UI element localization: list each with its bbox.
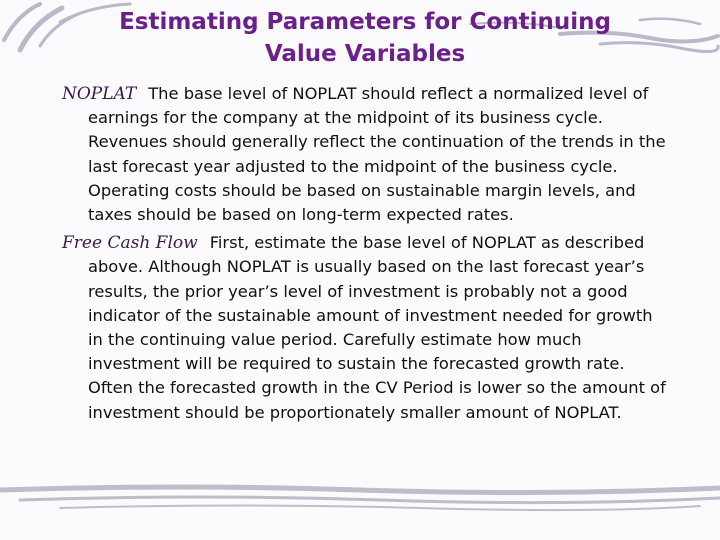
noplat-text: The base level of NOPLAT should reflect a normalized level of earnings for the company at the midpoint of its business cycle. Revenues should generally reflect the continuation of the trends in the last forecast year adjusted to the midpoint of the business cycle. Operating costs should be based on sustainable margin levels, and taxes should be based on long-term expected rates. — [88, 84, 666, 225]
free-cash-flow-paragraph — [62, 231, 672, 425]
bottom-strokes — [0, 487, 720, 510]
slide-body — [62, 82, 672, 425]
slide-title-line-2: Value Variables — [264, 41, 466, 67]
noplat-term: NOPLAT — [62, 84, 137, 104]
slide-title-line-1: Estimating Parameters for Continuing — [119, 9, 611, 35]
noplat-paragraph — [62, 82, 672, 227]
free-cash-flow-term: Free Cash Flow — [62, 233, 198, 254]
free-cash-flow-text: First, estimate the base level of NOPLAT as described above. Although NOPLAT is usually based on the last forecast year’s results, the prior year’s level of investment is probably not a good indicator of the sustainable amount of investment needed for growth in the continuing value period. Carefully estimate how much investment will be required to sustain the forecasted growth rate. Often the forecasted growth in the CV Period is lower so the amount of investment should be proportionately smaller amount of NOPLAT. — [88, 233, 666, 422]
slide-title — [80, 6, 650, 70]
